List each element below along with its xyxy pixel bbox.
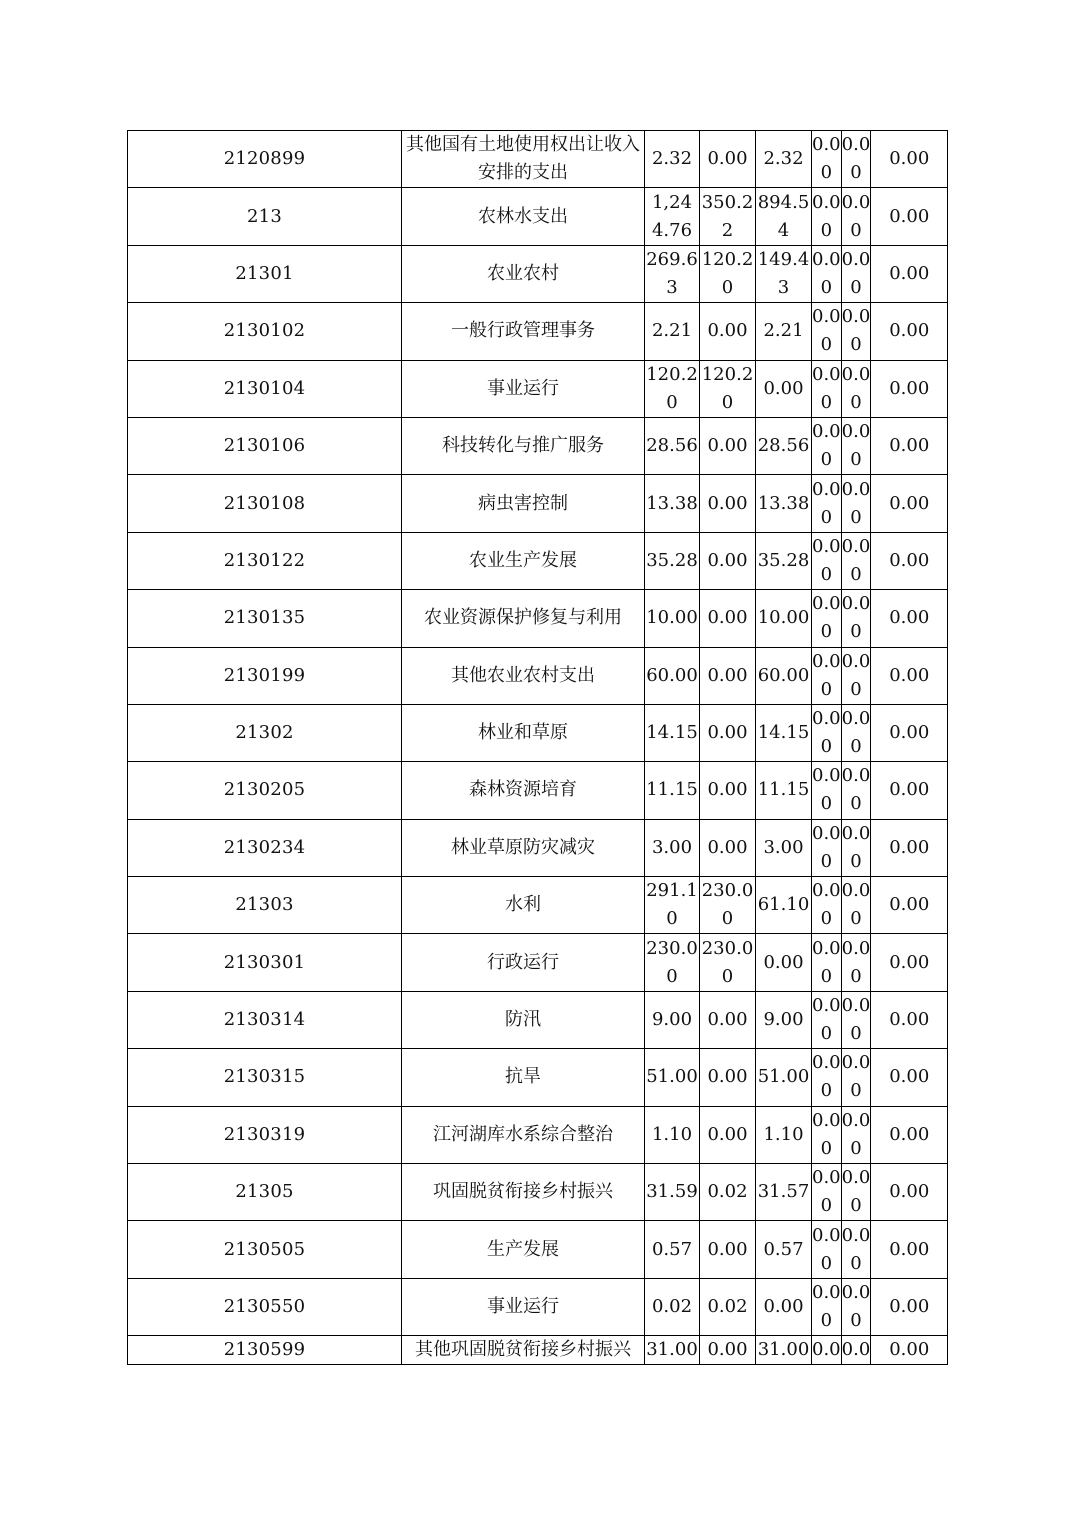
project-cell: 10.00 (756, 590, 812, 647)
col7-cell: 0.00 (871, 1221, 948, 1278)
name-cell: 其他农业农村支出 (402, 647, 645, 704)
code-cell: 2130599 (128, 1336, 402, 1365)
col5-cell: 0.0 (812, 1336, 842, 1365)
col7-cell: 0.00 (871, 934, 948, 991)
total-cell: 13.38 (645, 475, 700, 532)
col6-cell: 0.00 (841, 647, 871, 704)
col6-cell: 0.00 (841, 1049, 871, 1106)
table-row (128, 934, 948, 991)
total-cell: 1,244.76 (645, 188, 700, 245)
col7-cell: 0.00 (871, 532, 948, 589)
basic-cell: 0.00 (700, 1106, 756, 1163)
col7-cell: 0.00 (871, 1049, 948, 1106)
col7-cell: 0.00 (871, 475, 948, 532)
total-cell: 14.15 (645, 704, 700, 761)
basic-cell: 0.00 (700, 1221, 756, 1278)
col6-cell: 0.0 (841, 1336, 871, 1365)
table-row (128, 1336, 948, 1365)
code-cell: 2130122 (128, 532, 402, 589)
col5-cell: 0.00 (812, 1221, 842, 1278)
name-cell: 科技转化与推广服务 (402, 417, 645, 474)
table-row (128, 590, 948, 647)
name-cell: 农业生产发展 (402, 532, 645, 589)
total-cell: 60.00 (645, 647, 700, 704)
total-cell: 28.56 (645, 417, 700, 474)
col6-cell: 0.00 (841, 590, 871, 647)
code-cell: 2130104 (128, 360, 402, 417)
table-row (128, 704, 948, 761)
code-cell: 21302 (128, 704, 402, 761)
col6-cell: 0.00 (841, 303, 871, 360)
col6-cell: 0.00 (841, 245, 871, 302)
col7-cell: 0.00 (871, 1106, 948, 1163)
col5-cell: 0.00 (812, 991, 842, 1048)
basic-cell: 0.00 (700, 647, 756, 704)
table-row (128, 991, 948, 1048)
total-cell: 3.00 (645, 819, 700, 876)
budget-table (127, 130, 948, 1365)
col7-cell: 0.00 (871, 188, 948, 245)
total-cell: 31.00 (645, 1336, 700, 1365)
basic-cell: 230.00 (700, 934, 756, 991)
name-cell: 农业资源保护修复与利用 (402, 590, 645, 647)
name-cell: 生产发展 (402, 1221, 645, 1278)
col7-cell: 0.00 (871, 1336, 948, 1365)
col6-cell: 0.00 (841, 131, 871, 188)
code-cell: 2130314 (128, 991, 402, 1048)
basic-cell: 0.00 (700, 590, 756, 647)
table-row (128, 303, 948, 360)
project-cell: 894.54 (756, 188, 812, 245)
name-cell: 一般行政管理事务 (402, 303, 645, 360)
basic-cell: 0.00 (700, 417, 756, 474)
col6-cell: 0.00 (841, 819, 871, 876)
col5-cell: 0.00 (812, 819, 842, 876)
project-cell: 3.00 (756, 819, 812, 876)
table-row (128, 819, 948, 876)
code-cell: 2130108 (128, 475, 402, 532)
col6-cell: 0.00 (841, 417, 871, 474)
basic-cell: 0.00 (700, 704, 756, 761)
name-cell: 林业和草原 (402, 704, 645, 761)
col5-cell: 0.00 (812, 475, 842, 532)
project-cell: 31.00 (756, 1336, 812, 1365)
name-cell: 森林资源培育 (402, 762, 645, 819)
col5-cell: 0.00 (812, 1106, 842, 1163)
col7-cell: 0.00 (871, 819, 948, 876)
col7-cell: 0.00 (871, 647, 948, 704)
col7-cell: 0.00 (871, 1164, 948, 1221)
table-row (128, 1221, 948, 1278)
code-cell: 2130301 (128, 934, 402, 991)
code-cell: 2120899 (128, 131, 402, 188)
basic-cell: 0.00 (700, 762, 756, 819)
code-cell: 2130315 (128, 1049, 402, 1106)
col5-cell: 0.00 (812, 704, 842, 761)
table-row (128, 188, 948, 245)
name-cell: 巩固脱贫衔接乡村振兴 (402, 1164, 645, 1221)
total-cell: 269.63 (645, 245, 700, 302)
name-cell: 病虫害控制 (402, 475, 645, 532)
code-cell: 2130234 (128, 819, 402, 876)
code-cell: 213 (128, 188, 402, 245)
basic-cell: 230.00 (700, 877, 756, 934)
project-cell: 31.57 (756, 1164, 812, 1221)
col5-cell: 0.00 (812, 303, 842, 360)
name-cell: 事业运行 (402, 1278, 645, 1335)
col5-cell: 0.00 (812, 245, 842, 302)
project-cell: 14.15 (756, 704, 812, 761)
total-cell: 230.00 (645, 934, 700, 991)
table-row (128, 245, 948, 302)
project-cell: 60.00 (756, 647, 812, 704)
total-cell: 10.00 (645, 590, 700, 647)
name-cell: 其他国有土地使用权出让收入安排的支出 (402, 131, 645, 188)
col7-cell: 0.00 (871, 303, 948, 360)
name-cell: 抗旱 (402, 1049, 645, 1106)
code-cell: 21301 (128, 245, 402, 302)
col7-cell: 0.00 (871, 360, 948, 417)
basic-cell: 0.00 (700, 475, 756, 532)
code-cell: 2130550 (128, 1278, 402, 1335)
total-cell: 51.00 (645, 1049, 700, 1106)
project-cell: 9.00 (756, 991, 812, 1048)
total-cell: 120.20 (645, 360, 700, 417)
table-row (128, 1164, 948, 1221)
project-cell: 28.56 (756, 417, 812, 474)
total-cell: 2.21 (645, 303, 700, 360)
col7-cell: 0.00 (871, 131, 948, 188)
col5-cell: 0.00 (812, 360, 842, 417)
col5-cell: 0.00 (812, 1164, 842, 1221)
name-cell: 农业农村 (402, 245, 645, 302)
col5-cell: 0.00 (812, 590, 842, 647)
project-cell: 0.57 (756, 1221, 812, 1278)
col6-cell: 0.00 (841, 360, 871, 417)
table-body (128, 131, 948, 1365)
table-row (128, 1278, 948, 1335)
col7-cell: 0.00 (871, 590, 948, 647)
total-cell: 291.10 (645, 877, 700, 934)
basic-cell: 0.00 (700, 303, 756, 360)
code-cell: 2130199 (128, 647, 402, 704)
table-row (128, 131, 948, 188)
col5-cell: 0.00 (812, 131, 842, 188)
total-cell: 31.59 (645, 1164, 700, 1221)
basic-cell: 0.00 (700, 991, 756, 1048)
col7-cell: 0.00 (871, 1278, 948, 1335)
project-cell: 0.00 (756, 360, 812, 417)
col6-cell: 0.00 (841, 188, 871, 245)
total-cell: 9.00 (645, 991, 700, 1048)
code-cell: 2130205 (128, 762, 402, 819)
col5-cell: 0.00 (812, 532, 842, 589)
project-cell: 0.00 (756, 1278, 812, 1335)
table-row (128, 877, 948, 934)
col7-cell: 0.00 (871, 245, 948, 302)
col7-cell: 0.00 (871, 762, 948, 819)
col6-cell: 0.00 (841, 1106, 871, 1163)
table-row (128, 1106, 948, 1163)
col6-cell: 0.00 (841, 1164, 871, 1221)
basic-cell: 0.02 (700, 1278, 756, 1335)
basic-cell: 0.00 (700, 131, 756, 188)
project-cell: 1.10 (756, 1106, 812, 1163)
total-cell: 2.32 (645, 131, 700, 188)
col6-cell: 0.00 (841, 704, 871, 761)
col6-cell: 0.00 (841, 991, 871, 1048)
total-cell: 11.15 (645, 762, 700, 819)
basic-cell: 350.22 (700, 188, 756, 245)
basic-cell: 0.00 (700, 532, 756, 589)
col7-cell: 0.00 (871, 877, 948, 934)
project-cell: 2.21 (756, 303, 812, 360)
code-cell: 2130106 (128, 417, 402, 474)
col6-cell: 0.00 (841, 762, 871, 819)
name-cell: 农林水支出 (402, 188, 645, 245)
col5-cell: 0.00 (812, 647, 842, 704)
total-cell: 1.10 (645, 1106, 700, 1163)
col5-cell: 0.00 (812, 762, 842, 819)
col6-cell: 0.00 (841, 475, 871, 532)
project-cell: 0.00 (756, 934, 812, 991)
basic-cell: 0.00 (700, 1049, 756, 1106)
code-cell: 2130319 (128, 1106, 402, 1163)
total-cell: 0.57 (645, 1221, 700, 1278)
code-cell: 2130505 (128, 1221, 402, 1278)
code-cell: 2130102 (128, 303, 402, 360)
col5-cell: 0.00 (812, 1049, 842, 1106)
col5-cell: 0.00 (812, 417, 842, 474)
name-cell: 事业运行 (402, 360, 645, 417)
table-row (128, 417, 948, 474)
col6-cell: 0.00 (841, 1221, 871, 1278)
project-cell: 61.10 (756, 877, 812, 934)
col7-cell: 0.00 (871, 417, 948, 474)
table-row (128, 532, 948, 589)
table-row (128, 1049, 948, 1106)
name-cell: 林业草原防灾减灾 (402, 819, 645, 876)
col7-cell: 0.00 (871, 704, 948, 761)
project-cell: 11.15 (756, 762, 812, 819)
project-cell: 149.43 (756, 245, 812, 302)
col5-cell: 0.00 (812, 877, 842, 934)
project-cell: 2.32 (756, 131, 812, 188)
col6-cell: 0.00 (841, 877, 871, 934)
name-cell: 其他巩固脱贫衔接乡村振兴 (402, 1336, 645, 1365)
basic-cell: 0.00 (700, 1336, 756, 1365)
table-row (128, 647, 948, 704)
name-cell: 行政运行 (402, 934, 645, 991)
project-cell: 13.38 (756, 475, 812, 532)
total-cell: 0.02 (645, 1278, 700, 1335)
col6-cell: 0.00 (841, 532, 871, 589)
basic-cell: 0.02 (700, 1164, 756, 1221)
project-cell: 51.00 (756, 1049, 812, 1106)
col5-cell: 0.00 (812, 1278, 842, 1335)
table-row (128, 475, 948, 532)
code-cell: 21305 (128, 1164, 402, 1221)
name-cell: 水利 (402, 877, 645, 934)
total-cell: 35.28 (645, 532, 700, 589)
name-cell: 防汛 (402, 991, 645, 1048)
col7-cell: 0.00 (871, 991, 948, 1048)
code-cell: 2130135 (128, 590, 402, 647)
col5-cell: 0.00 (812, 188, 842, 245)
project-cell: 35.28 (756, 532, 812, 589)
table-row (128, 762, 948, 819)
code-cell: 21303 (128, 877, 402, 934)
name-cell: 江河湖库水系综合整治 (402, 1106, 645, 1163)
basic-cell: 120.20 (700, 245, 756, 302)
basic-cell: 0.00 (700, 819, 756, 876)
basic-cell: 120.20 (700, 360, 756, 417)
col6-cell: 0.00 (841, 1278, 871, 1335)
col6-cell: 0.00 (841, 934, 871, 991)
table-row (128, 360, 948, 417)
col5-cell: 0.00 (812, 934, 842, 991)
